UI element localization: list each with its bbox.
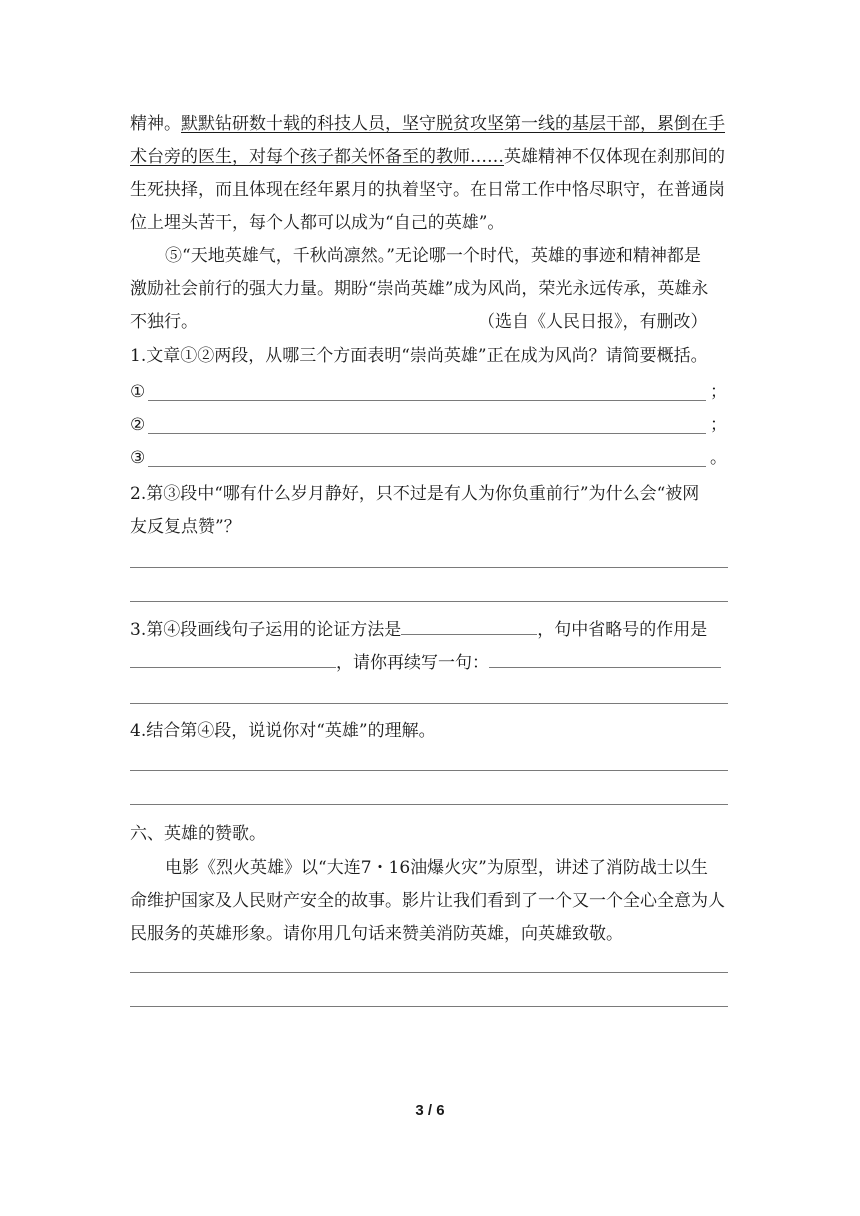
question-text: 3.第④段画线句子运用的论证方法是 <box>130 620 402 640</box>
answer-line[interactable] <box>130 703 728 704</box>
item-marker: ① <box>130 382 146 402</box>
question-text: ，句中省略号的作用是 <box>537 620 708 640</box>
source-citation: （选自《人民日报》，有删改） <box>478 312 708 332</box>
question-2-cont: 友反复点赞”？ <box>130 517 241 537</box>
answer-line[interactable] <box>130 770 728 771</box>
punctuation: ； <box>710 382 727 402</box>
answer-line[interactable] <box>130 804 728 805</box>
answer-blank[interactable] <box>130 651 336 668</box>
section-text: 电影《烈火英雄》以“大连7・16油爆火灾”为原型，讲述了消防战士以生 <box>165 858 708 878</box>
answer-line[interactable] <box>130 567 728 568</box>
passage-line: 位上埋头苦干，每个人都可以成为“自己的英雄”。 <box>130 213 505 233</box>
answer-line[interactable] <box>130 972 728 973</box>
punctuation: ； <box>710 415 727 435</box>
answer-blank[interactable] <box>148 466 706 467</box>
passage-line: 生死抉择，而且体现在经年累月的执着坚守。在日常工作中恪尽职守，在普通岗 <box>130 180 725 200</box>
section-text: 命维护国家及人民财产安全的故事。影片让我们看到了一个又一个全心全意为人 <box>130 891 725 911</box>
punctuation: 。 <box>710 448 727 468</box>
section-heading: 六、英雄的赞歌。 <box>130 824 266 844</box>
underlined-sentence: 术台旁的医生，对每个孩子都关怀备至的教师…… <box>130 147 504 167</box>
answer-blank[interactable] <box>148 433 706 434</box>
question-4: 4.结合第④段，说说你对“英雄”的理解。 <box>130 721 436 741</box>
underlined-sentence: 默默钻研数十载的科技人员，坚守脱贫攻坚第一线的基层干部，累倒在手 <box>181 114 725 134</box>
passage-line: ⑤“天地英雄气，千秋尚凛然。”无论哪一个时代，英雄的事迹和精神都是 <box>165 246 701 266</box>
item-marker: ② <box>130 415 146 435</box>
answer-line[interactable] <box>130 1006 728 1007</box>
question-1: 1.文章①②两段，从哪三个方面表明“崇尚英雄”正在成为风尚？请简要概括。 <box>130 346 708 366</box>
question-2: 2.第③段中“哪有什么岁月静好，只不过是有人为你负重前行”为什么会“被网 <box>130 484 700 504</box>
passage-line <box>130 145 730 169</box>
passage-line: 不独行。 <box>130 312 198 332</box>
answer-line[interactable] <box>130 601 728 602</box>
passage-text: 精神。 <box>130 114 181 134</box>
answer-blank[interactable] <box>148 400 706 401</box>
question-3 <box>130 618 730 642</box>
question-3-cont <box>130 651 730 675</box>
question-text: ，请你再续写一句： <box>336 653 489 673</box>
answer-blank[interactable] <box>401 618 537 635</box>
passage-line: 激励社会前行的强大力量。期盼“崇尚英雄”成为风尚，荣光永远传承，英雄永 <box>130 279 709 299</box>
page-number: 3 / 6 <box>415 1102 445 1119</box>
item-marker: ③ <box>130 448 146 468</box>
section-text: 民服务的英雄形象。请你用几句话来赞美消防英雄，向英雄致敬。 <box>130 924 623 944</box>
passage-text: 英雄精神不仅体现在刹那间的 <box>504 147 725 167</box>
passage-line <box>130 112 730 136</box>
answer-blank[interactable] <box>489 651 721 668</box>
